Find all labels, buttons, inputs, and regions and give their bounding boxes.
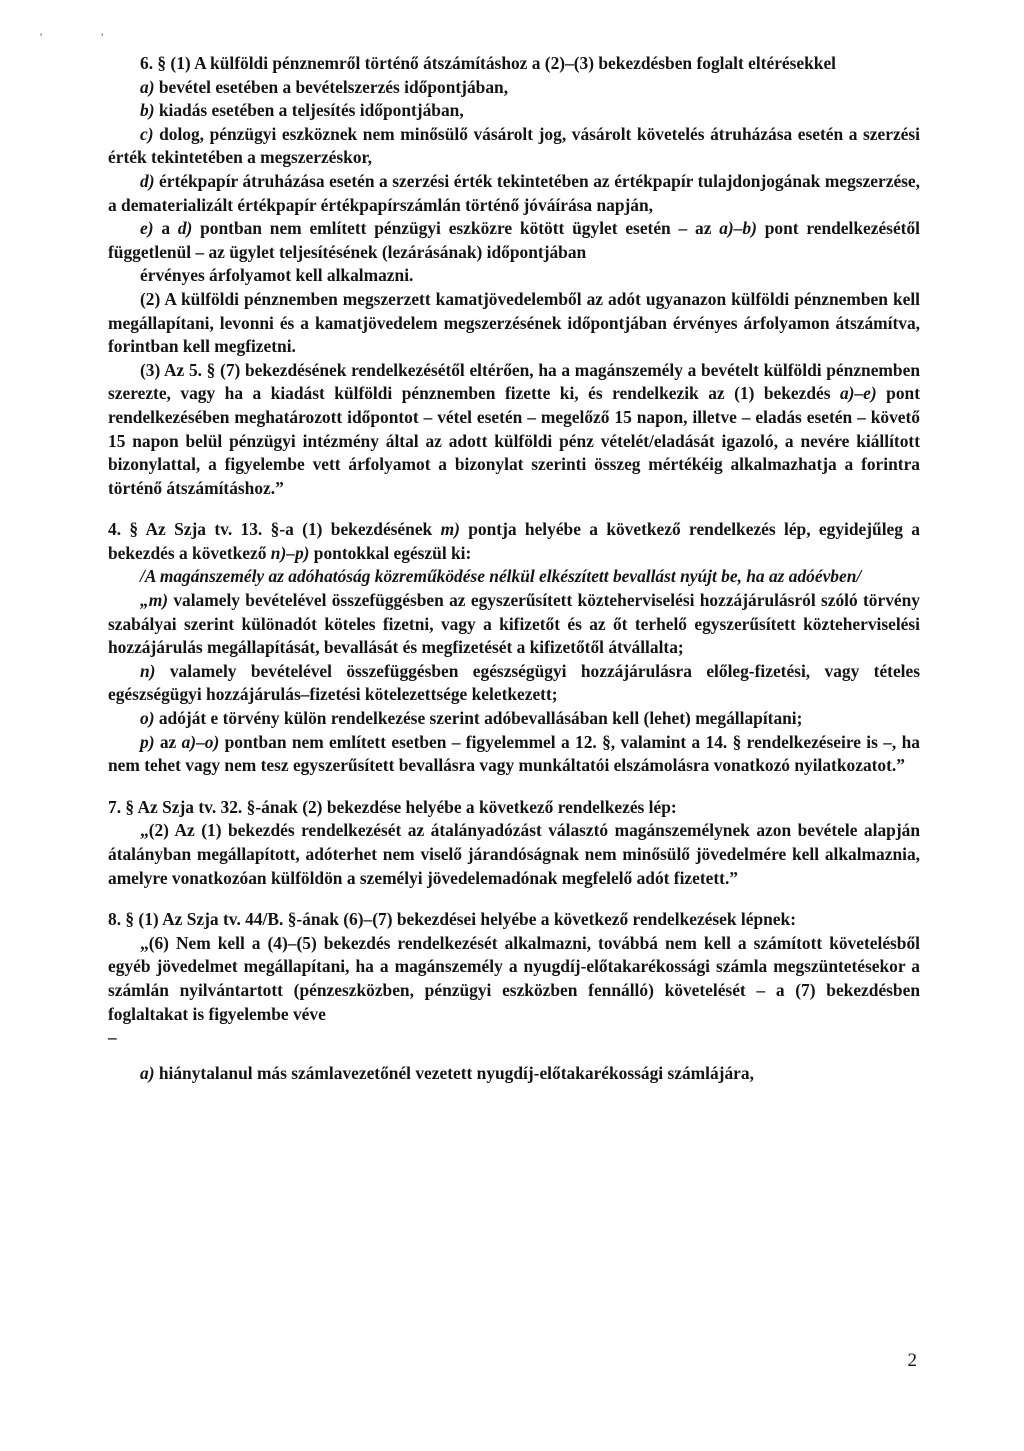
- item-label: c): [140, 123, 154, 144]
- item-label: a): [140, 76, 155, 97]
- item-label: o): [140, 708, 155, 729]
- section-8-heading: 8. § (1) Az Szja tv. 44/B. §-ának (6)–(7) bekezdései helyébe a következő rendelkezések lépnek:: [108, 909, 796, 930]
- item-label: p): [140, 731, 155, 752]
- section-4-heading: 4. § Az Szja tv. 13. §-a (1) bekezdésének m) pontja helyébe a következő rendelkezés lép, egyidejűleg a bekezdés a következő n)–p) pontokkal egészül ki:: [108, 519, 920, 563]
- item-label: a): [140, 1062, 155, 1083]
- section-8-item-a: a) hiánytalanul más számlavezetőnél vezetett nyugdíj-előtakarékossági számlájára,: [140, 1062, 754, 1083]
- section-4-point-n: n) valamely bevételével összefüggésben egészségügyi hozzájárulásra előleg-fizetési, vagy tételes egészségügyi hozzájárulás–fizetési kötelezettsége keletkezett;: [108, 660, 920, 705]
- section-6-paragraph-3: (3) Az 5. § (7) bekezdésének rendelkezésétől eltérően, ha a magánszemély a bevételt külföldi pénznemben szerezte, vagy ha a kiadást külföldi pénznemben fizette ki, és rendelkezik az (1) bekezdés a)–e) pont rendelkezésében meghatározott időpontot – vétel esetén – megelőző 15 napon, illetve – eladás esetén – követő 15 napon belül pénzügyi intézmény által az adott külföldi pénz vételét/eladását igazoló, a nevére kiállított bizonylattal, a figyelembe vett árfolyamot a bizonylat szerinti összeg mértékéig alkalmazhatja a forintra történő átszámításhoz.”: [108, 359, 920, 498]
- section-6-paragraph-2: (2) A külföldi pénznemben megszerzett kamatjövedelemből az adót ugyanazon külföldi pénznemben kell megállapítani, levonni és a kamatjövedelem megszerzésének időpontjában érvényes árfolyamon átszámítva, forintban kell megfizetni.: [108, 288, 920, 357]
- section-4-point-o: o) adóját e törvény külön rendelkezése szerint adóbevallásában kell (lehet) megállapítani;: [140, 708, 803, 729]
- page-number: 2: [907, 1350, 917, 1371]
- section-4-point-m: „m) valamely bevételével összefüggésben az egyszerűsített közteherviselési hozzájárulásról szóló törvény szabályai szerint különadót köteles fizetni, vagy a kifizetőt és az őt terhelő egyszerűsített közteherviselési hozzájárulás megállapítását, bevallását és megfizetését a kifizetőtől átvállalta;: [108, 590, 920, 658]
- section-6-item-e: e) a d) pontban nem említett pénzügyi eszközre kötött ügylet esetén – az a)–b) pont rendelkezésétől függetlenül – az ügylet teljesítésének (lezárásának) időpontjában: [108, 218, 920, 262]
- section-6-item-tail: érvényes árfolyamot kell alkalmazni.: [140, 265, 414, 286]
- section-6-item-c: c) dolog, pénzügyi eszköznek nem minősülő vásárolt jog, vásárolt követelés átruházása esetén a szerzési érték tekintetében a megszerzéskor,: [108, 123, 920, 168]
- item-label: e): [140, 218, 154, 239]
- section-6-intro: 6. § (1) A külföldi pénznemről történő átszámításhoz a (2)–(3) bekezdésben foglalt eltérésekkel: [140, 53, 837, 73]
- section-7-text: „(2) Az (1) bekezdés rendelkezését az átalányadózást választó magánszemélynek azon bevétele alapján átalányban megállapított, adóterhet nem viselő járandóságnak nem minősülő jövedelmére kell alkalmaznia, amelyre vonatkozóan külföldön a személyi jövedelemadónak megfelelő adót fizetett.”: [108, 820, 920, 888]
- item-label: „m): [140, 590, 169, 611]
- item-label: d): [140, 170, 155, 191]
- section-4-quote: /A magánszemély az adóhatóság közreműködése nélkül elkészített bevallást nyújt be, ha az adóévben/: [140, 566, 862, 587]
- section-7-heading: 7. § Az Szja tv. 32. §-ának (2) bekezdése helyébe a következő rendelkezés lép:: [108, 796, 677, 817]
- section-4-point-p: p) az a)–o) pontban nem említett esetben – figyelemmel a 12. §, valamint a 14. § rendelkezéseire is –, ha nem tehet vagy nem tesz egyszerűsített bevallásra vagy munkáltatói elszámolásra vonatkozó nyilatkozatot.”: [108, 731, 920, 776]
- document-page: [108, 52, 920, 1085]
- section-6-item-d: d) értékpapír átruházása esetén a szerzési érték tekintetében az értékpapír tulajdonjogának megszerzése, a dematerializált értékpapír értékpapírszámlán történő jóváírása napján,: [108, 170, 920, 215]
- section-8-paragraph-6: „(6) Nem kell a (4)–(5) bekezdés rendelkezését alkalmazni, továbbá nem kell a számított követelésből egyéb jövedelmet megállapítani, ha a magánszemély a nyugdíj-előtakarékossági számla megszüntetésekor a számlán nyilvántartott (pénzeszközben, pénzügyi eszközben fennálló) követelését – a (7) bekezdésben foglaltakat is figyelembe véve: [108, 932, 920, 1024]
- section-6-item-b: b) kiadás esetében a teljesítés időpontjában,: [140, 100, 464, 121]
- item-label: n): [140, 660, 156, 681]
- section-6-item-a: a) bevétel esetében a bevételszerzés időpontjában,: [140, 76, 509, 97]
- section-8-dash: –: [108, 1027, 117, 1048]
- scan-marks: ' ': [40, 30, 132, 44]
- item-label: b): [140, 100, 155, 121]
